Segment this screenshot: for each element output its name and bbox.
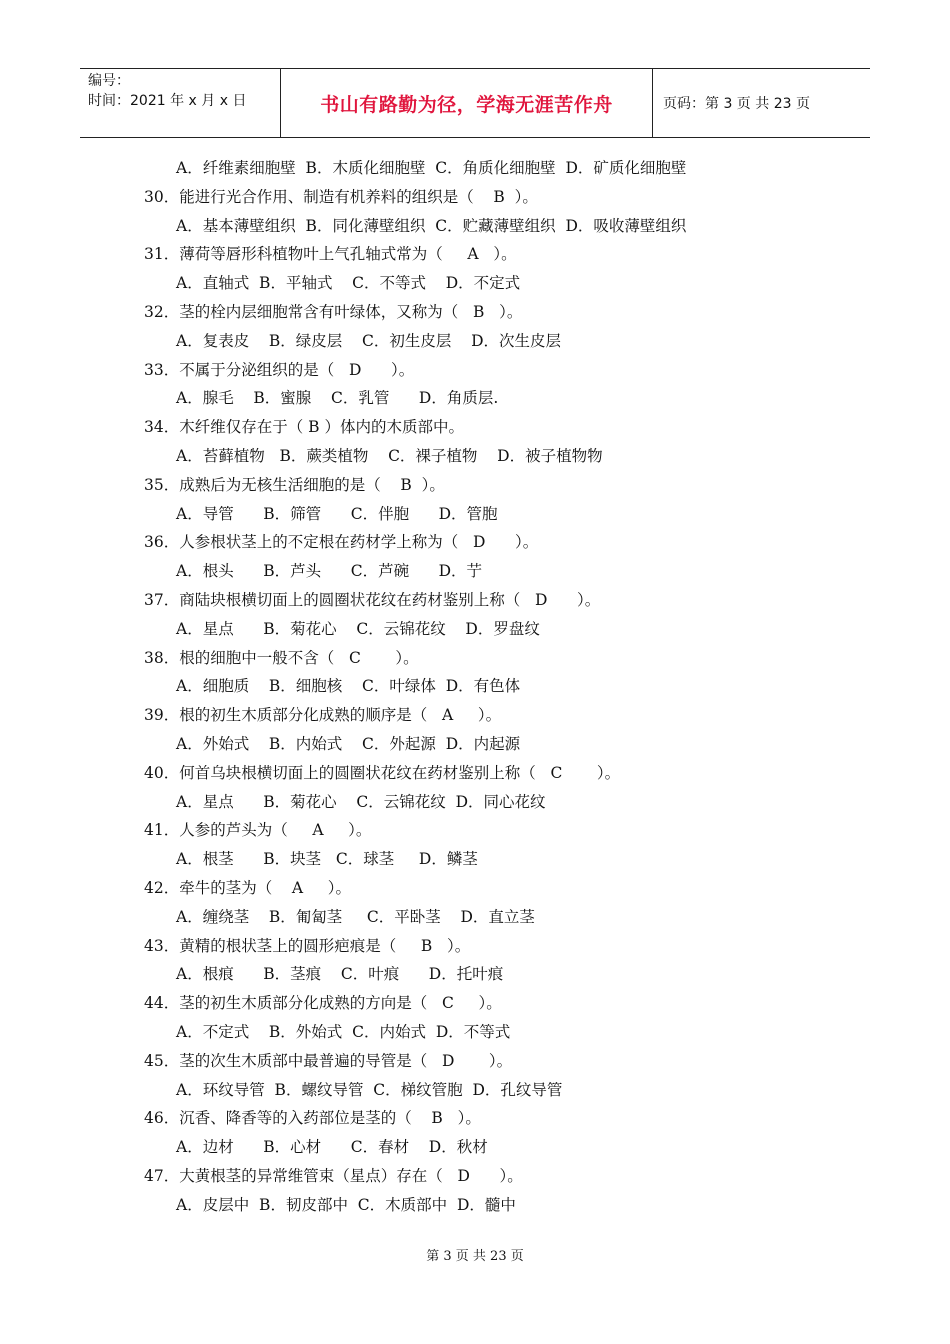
header-motto-cell — [281, 69, 653, 137]
page-footer: 第 3 页 共 23 页 — [426, 1249, 524, 1264]
question-text: 40．何首乌块根横切面上的圆圈状花纹在药材鉴别上称（ C ）。 — [144, 763, 621, 782]
answer-options: A．星点 B．菊花心 C．云锦花纹 D．同心花纹 — [176, 792, 546, 811]
question-text: 30．能进行光合作用、制造有机养料的组织是（ B ）。 — [144, 187, 538, 206]
question-text: 47．大黄根茎的异常维管束（星点）存在（ D ）。 — [144, 1166, 523, 1185]
question-text: 42．牵牛的茎为（ A ）。 — [144, 878, 352, 897]
question-text: 34．木纤维仅存在于（ B ）体内的木质部中。 — [144, 418, 464, 437]
question-text: 37．商陆块根横切面上的圆圈状花纹在药材鉴别上称（ D ）。 — [144, 590, 601, 609]
question-text: 45．茎的次生木质部中最普遍的导管是（ D ）。 — [144, 1051, 513, 1070]
answer-options: A．直轴式 B．平轴式 C．不等式 D．不定式 — [176, 274, 521, 293]
header-meta — [80, 69, 281, 137]
question-text: 41．人参的芦头为（ A ）。 — [144, 821, 372, 840]
header-page-cell — [653, 69, 870, 137]
question-text: 35．成熟后为无核生活细胞的是（ B ）。 — [144, 475, 445, 494]
answer-options: A．不定式 B．外始式 C．内始式 D．不等式 — [176, 1022, 511, 1041]
answer-options: A．缠绕茎 B．匍匐茎 C．平卧茎 D．直立茎 — [176, 907, 535, 926]
answer-options: A．细胞质 B．细胞核 C．叶绿体 D．有色体 — [176, 677, 521, 696]
answer-options: A．复表皮 B．绿皮层 C．初生皮层 D．次生皮层 — [176, 331, 561, 350]
answer-options: A．根茎 B．块茎 C．球茎 D．鳞茎 — [176, 850, 478, 869]
header-page-info: 页码：第 3 页 共 23 页 — [663, 96, 810, 112]
answer-options: A．苔藓植物 B．蕨类植物 C．裸子植物 D．被子植物物 — [176, 446, 603, 465]
answer-options: A．外始式 B．内始式 C．外起源 D．内起源 — [176, 734, 521, 753]
answer-options: A．基本薄壁组织 B．同化薄壁组织 C．贮藏薄壁组织 D．吸收薄壁组织 — [176, 216, 687, 235]
answer-options: A．纤维素细胞壁 B．木质化细胞壁 C．角质化细胞壁 D．矿质化细胞壁 — [176, 159, 687, 177]
answer-options: A．腺毛 B．蜜腺 C．乳管 D．角质层. — [176, 389, 499, 408]
answer-options: A．边材 B．心材 C．春材 D．秋材 — [176, 1138, 488, 1157]
number-label: 编号： — [88, 73, 130, 89]
answer-options: A．环纹导管 B．螺纹导管 C．梯纹管胞 D．孔纹导管 — [176, 1080, 563, 1099]
question-text: 44．茎的初生木质部分化成熟的方向是（ C ）。 — [144, 994, 502, 1013]
question-text: 31．薄荷等唇形科植物叶上气孔轴式常为（ A ）。 — [144, 245, 517, 264]
question-text: 32．茎的栓内层细胞常含有叶绿体，又称为（ B ）。 — [144, 302, 523, 321]
time-label: 时间：2021 年 x 月 x 日 — [88, 93, 247, 109]
question-text: 43．黄精的根状茎上的圆形疤痕是（ B ）。 — [144, 936, 471, 955]
question-text: 46．沉香、降香等的入药部位是茎的（ B ）。 — [144, 1109, 481, 1128]
motto: 书山有路勤为径，学海无涯苦作舟 — [320, 93, 613, 116]
page-header — [80, 68, 870, 138]
answer-options: A．星点 B．菊花心 C．云锦花纹 D．罗盘纹 — [176, 619, 540, 638]
question-text: 36．人参根状茎上的不定根在药材学上称为（ D ）。 — [144, 533, 539, 552]
question-text: 33．不属于分泌组织的是（ D ）。 — [144, 360, 415, 379]
question-text: 39．根的初生木质部分化成熟的顺序是（ A ）。 — [144, 706, 502, 725]
question-text: 38．根的细胞中一般不含（ C ）。 — [144, 648, 419, 667]
question-list — [144, 154, 884, 1219]
answer-options: A．根痕 B．茎痕 C．叶痕 D．托叶痕 — [176, 965, 504, 984]
answer-options: A．根头 B．芦头 C．芦碗 D．艼 — [176, 562, 483, 581]
answer-options: A．皮层中 B．韧皮部中 C．木质部中 D．髓中 — [176, 1195, 516, 1214]
answer-options: A．导管 B．筛管 C．伴胞 D．管胞 — [176, 504, 498, 523]
